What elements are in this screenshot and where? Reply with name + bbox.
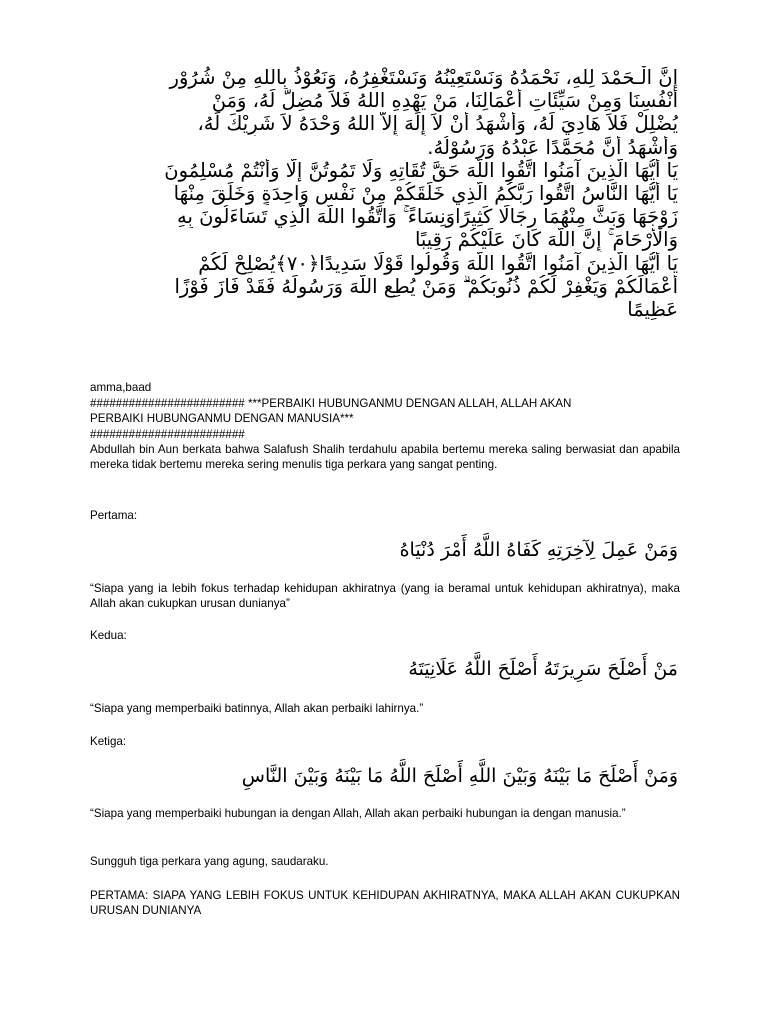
arabic-line: يَا أَيُّهَا النَّاسُ اتَّقُوا رَبَّكُمُ الَّذِي خَلَقَكُمْ مِنْ نَفْسٍ وَاحِدَةٍ وَخَلَقَ مِنْهَا [173,182,678,206]
opening-arabic-khutbah [96,66,678,321]
arabic-line: يُضْلِلْ فَلاَ هَادِيَ لَهُ، وَأَشْهَدُ أَنْ لاَ إِلَهَ إِلاَّ اللهُ وَحْدَهُ لاَ شَرِيْكَ لَهُ، [197,112,678,136]
arabic-line: أَنْفُسِنَا وَمِنْ سَيِّئَاتِ أَعْمَالِنَا، مَنْ يَهْدِهِ اللهُ فَلاَ مُضِلَّ لَهُ، وَمَنْ [211,89,678,113]
first-arabic-verse: وَمَنْ عَمِلَ لِآخِرَتِهِ كَفَاهُ اللَّهُ أَمْرَ دُنْيَاهُ [399,539,678,561]
first-translation: “Siapa yang ia lebih fokus terhadap kehidupan akhiratnya (yang ia beramal untuk kehidupan akhiratnya), maka Allah akan cukupkan urusan dunianya” [90,582,680,610]
title-line-1: ######################## ***PERBAIKI HUBUNGANMU DENGAN ALLAH, ALLAH AKAN [90,397,572,410]
arabic-line: عَظِيمًا [627,298,678,322]
third-translation: “Siapa yang memperbaiki hubungan ia dengan Allah, Allah akan perbaiki hubungan ia dengan manusia.” [90,807,626,820]
arabic-line: وَأَشْهَدُ أَنَّ مُحَمَّدًا عَبْدُهُ وَرَسُوْلُهُ. [427,135,678,159]
second-arabic-verse: مَنْ أَصْلَحَ سَرِيرَتَهُ أَصْلَحَ اللَّهُ عَلَانِيَتَهُ [408,658,678,680]
arabic-line: زَوْجَهَا وَبَثَّ مِنْهُمَا رِجَالًا كَثِيرًاوَنِسَاءً ۚ وَاتَّقُوا اللَّهَ الَّذِي تَسَاءَلُونَ بِهِ [176,205,678,229]
arabic-line: أَعْمَالَكُمْ وَيَغْفِرْ لَكُمْ ذُنُوبَكُمْ ۗ وَمَنْ يُطِعِ اللَّهَ وَرَسُولَهُ فَقَدْ فَازَ فَوْزًا [174,274,678,298]
third-arabic-verse: وَمَنْ أَصْلَحَ مَا بَيْنَهُ وَبَيْنَ اللَّهِ أَصْلَحَ اللَّهُ مَا بَيْنَهُ وَبَيْنَ النَّاسِ [241,765,678,787]
closing-line: Sungguh tiga perkara yang agung, saudaraku. [90,855,329,868]
second-translation: “Siapa yang memperbaiki batinnya, Allah akan perbaiki lahirnya.” [90,702,424,715]
section-heading: PERTAMA: SIAPA YANG LEBIH FOKUS UNTUK KEHIDUPAN AKHIRATNYA, MAKA ALLAH AKAN CUKUPKAN URUSAN DUNIANYA [90,889,680,917]
second-label: Kedua: [90,629,127,642]
first-label: Pertama: [90,509,138,522]
arabic-line: يَا أَيُّهَا الَّذِينَ آمَنُوا اتَّقُوا اللَّهَ حَقَّ تُقَاتِهِ وَلَا تَمُوتُنَّ إِلَّا وَأَنْتُمْ مُسْلِمُونَ [164,158,678,182]
title-line-3: ######################## [90,428,245,441]
intro-paragraph: Abdullah bin Aun berkata bahwa Salafush Shalih terdahulu apabila bertemu mereka saling berwasiat dan apabila mereka tidak bertemu mereka sering menulis tiga perkara yang sangat penting. [90,443,680,471]
arabic-line: إِنَّ الْـحَمْدَ لِلهِ، نَحْمَدُهُ وَنَسْتَعِيْنُهُ وَنَسْتَغْفِرُهُ، وَنَعُوْذُ بِاللهِ مِنْ شُرُوْرِ [169,66,678,89]
amma-baad-text: amma,baad [90,381,152,394]
arabic-line: يَا أَيُّهَا الَّذِينَ آمَنُوا اتَّقُوا اللَّهَ وَقُولُوا قَوْلًا سَدِيدًا﴿٧٠﴾يُصْلِحْ لَكُمْ [198,251,678,275]
third-label: Ketiga: [90,735,127,748]
title-line-2: PERBAIKI HUBUNGANMU DENGAN MANUSIA*** [90,412,354,425]
arabic-line: وَالْأَرْحَامَ ۚ إِنَّ اللَّهَ كَانَ عَلَيْكُمْ رَقِيبًا [414,228,678,252]
